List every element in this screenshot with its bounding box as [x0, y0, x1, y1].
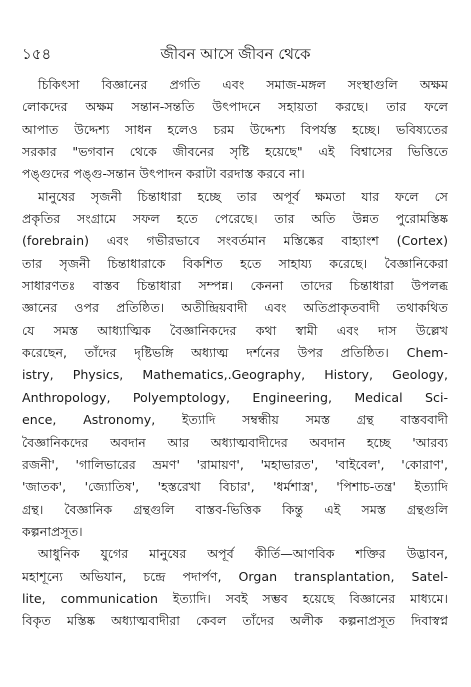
text-line: Anthropology, Polyemptology, Engineering, Medical Sci-	[22, 389, 448, 405]
paragraph	[22, 543, 448, 632]
text-line: পঙ্গুদের পঙ্গু-সন্তান উৎপাদন করাটা বরদাস্ত করবে না।	[22, 166, 305, 182]
text-line: সাধারণতঃ বাস্তব চিন্তাধারা সম্পন্ন। কেননা তাদের চিন্তাধারা উপলব্ধ	[22, 278, 448, 294]
text-line: (forebrain) এবং গভীরভাবে সংবর্তমান মস্তিষ্কের বাহ্যাংশ (Cortex)	[22, 233, 448, 249]
paragraph	[22, 74, 448, 186]
text-line: ence, Astronomy, ইত্যাদি সম্বন্ধীয় সমস্ত গ্রন্থ বাস্তববাদী	[22, 412, 448, 428]
text-line: প্রকৃতির সংগ্রামে সফল হতে পেরেছে। তার অতি উন্নত পুরোমস্তিষ্ক	[22, 211, 448, 227]
text-line: 'জাতক', 'জ্যোতিষ', 'হস্তরেখা বিচার', 'ধর্মশাস্ত্র', 'পিশাচ-তন্ত্র' ইত্যাদি	[22, 479, 448, 495]
text-line: চিকিৎসা বিজ্ঞানের প্রগতি এবং সমাজ-মঙ্গল সংস্থাগুলি অক্ষম	[38, 77, 448, 92]
running-title: জীবন আসে জীবন থেকে	[160, 45, 311, 63]
text-line: আধুনিক যুগের মানুষের অপূর্ব কীর্তি—আণবিক শক্তির উদ্ভাবন,	[38, 546, 448, 562]
text-line: lite, communication ইত্যাদি। সবই সম্ভব হয়েছে বিজ্ঞানের মাধ্যমে।	[22, 590, 448, 606]
text-line: বিকৃত মস্তিষ্ক অধ্যাত্মবাদীরা কেবল তাঁদের অলীক কল্পনাপ্রসূত দিবাস্বপ্ন	[22, 613, 448, 629]
text-line: মহাশূন্যে অভিযান, চন্দ্রে পদার্পণ, Organ transplantation, Satel-	[22, 568, 448, 584]
text-line: istry, Physics, Mathematics,.Geography, History, Geology,	[22, 367, 448, 383]
page-number: ১৫৪	[22, 45, 52, 63]
text-line: লোকদের অক্ষম সন্তান-সন্ততি উৎপাদনে সহায়তা করছে। তার ফলে	[22, 99, 448, 115]
text-line: কল্পনাপ্রসূত।	[22, 523, 83, 539]
text-line: তার সৃজনী চিন্তাধারাকে বিকশিত হতে সাহায্য করেছে। বৈজ্ঞানিকেরা	[22, 255, 448, 271]
text-line: যে সমস্ত আধ্যাত্মিক বৈজ্ঞানিকদের কথা স্বামী এবং দাস উল্লেখ	[22, 322, 448, 338]
text-line: মানুষের সৃজনী চিন্তাধারা হচ্ছে তার অপূর্ব ক্ষমতা যার ফলে সে	[38, 188, 448, 204]
text-line: গ্রন্থ। বৈজ্ঞানিক গ্রন্থগুলি বাস্তব-ভিত্তিক কিন্তু এই সমস্ত গ্রন্থগুলি	[22, 501, 448, 517]
text-line: রজনী', 'গালিভারের ভ্রমণ' 'রামায়ণ', 'মহাভারত', 'বাইবেল', 'কোরাণ',	[22, 456, 448, 472]
text-line: করেছেন, তাঁদের দৃষ্টিভঙ্গি অধ্যাত্ম দর্শনের উপর প্রতিষ্ঠিত। Chem-	[22, 345, 448, 361]
text-line: আপাত উদ্দেশ্য সাধন হলেও চরম উদ্দেশ্য বিপর্যস্ত হচ্ছে। ভবিষ্যতের	[22, 121, 448, 137]
page-header	[22, 42, 449, 66]
text-line: জ্ঞানের ওপর প্রতিষ্ঠিত। অতীন্দ্রিয়বাদী এবং অতিপ্রাকৃতবাদী তথাকথিত	[22, 300, 448, 316]
text-line: বৈজ্ঞানিকদের অবদান আর অধ্যাত্মবাদীদের অবদান হচ্ছে 'আরব্য	[22, 434, 448, 450]
paragraph	[22, 186, 448, 544]
page-body	[22, 74, 448, 633]
text-line: সরকার "ভগবান থেকে জীবনের সৃষ্টি হয়েছে" এই বিশ্বাসের ভিত্তিতে	[22, 144, 448, 160]
